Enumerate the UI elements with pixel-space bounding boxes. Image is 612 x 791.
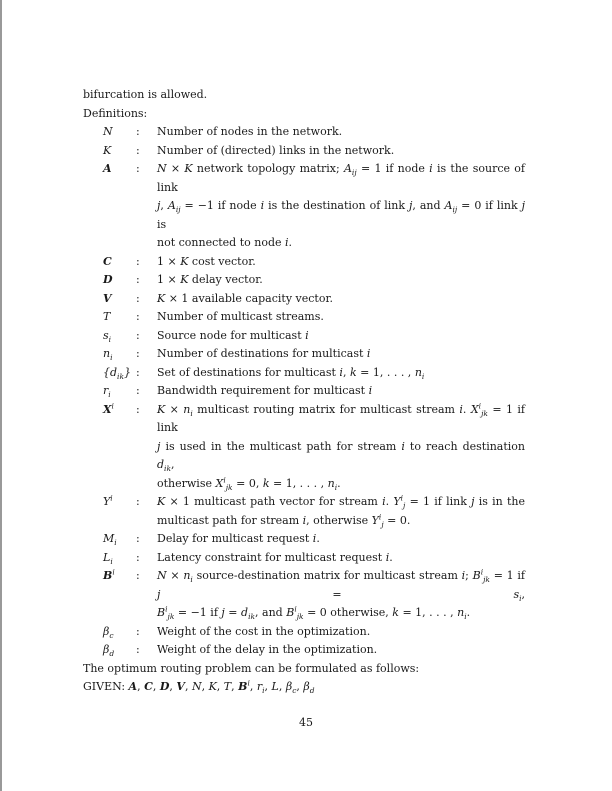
definition-colon: : bbox=[136, 254, 140, 268]
definition-item bbox=[103, 327, 525, 346]
definition-line: not connected to node i. bbox=[157, 236, 293, 249]
definition-colon: : bbox=[136, 402, 140, 416]
definition-colon: : bbox=[136, 291, 140, 305]
definition-symbol: $s_i$ bbox=[103, 328, 112, 344]
definition-description bbox=[157, 271, 525, 290]
definition-symbol: A bbox=[103, 162, 112, 175]
definition-description bbox=[157, 623, 525, 642]
definition-description bbox=[157, 401, 525, 494]
definition-colon: : bbox=[136, 125, 140, 138]
definition-line: Number of destinations for multicast i bbox=[157, 347, 371, 360]
definition-colon: : bbox=[136, 143, 140, 157]
definition-item bbox=[103, 549, 525, 568]
definition-line: Weight of the cost in the optimization. bbox=[157, 624, 371, 638]
definition-symbol: T bbox=[103, 310, 111, 323]
definitions-list bbox=[103, 123, 525, 660]
definition-description bbox=[157, 160, 525, 253]
definition-colon: : bbox=[136, 273, 140, 286]
definition-symbol: $M_i$ bbox=[103, 532, 117, 548]
definition-line: Bandwidth requirement for multicast i bbox=[157, 384, 373, 397]
definition-item bbox=[103, 271, 525, 290]
definition-item bbox=[103, 160, 525, 253]
given-line: GIVEN: A, C, D, V, N, K, T, $B^i$, $r_i$, L, $\beta_c$, $\beta_d$ bbox=[83, 678, 315, 696]
definition-symbol: $B^i$ bbox=[103, 567, 115, 582]
definition-item bbox=[103, 623, 525, 642]
definition-item bbox=[103, 123, 525, 142]
definition-description bbox=[157, 253, 525, 272]
page-number: 45 bbox=[299, 716, 313, 729]
definition-description bbox=[157, 567, 525, 623]
definition-line: j, $A_{ij} = -1$ if node i is the destination of link j, and $A_{ij} = 0$ if link j is bbox=[157, 199, 525, 231]
definition-line: otherwise $X^i_{jk} = 0$, k = 1, . . . , $n_i$. bbox=[157, 474, 341, 492]
definition-colon: : bbox=[136, 384, 140, 397]
definition-colon: : bbox=[136, 310, 140, 323]
definition-description bbox=[157, 530, 525, 549]
definition-item bbox=[103, 308, 525, 327]
definition-line: j is used in the multicast path for stream i to reach destination $d_{ik}$, bbox=[157, 439, 526, 474]
definition-line: 1 × K delay vector. bbox=[157, 273, 263, 286]
definition-line: K × 1 multicast path vector for stream i. $Y^i_j = 1$ if link j is in the bbox=[157, 493, 525, 511]
definition-line: Delay for multicast request i. bbox=[157, 532, 320, 545]
definition-line: multicast path for stream i, otherwise $Y^i_j = 0$. bbox=[157, 511, 411, 529]
definition-colon: : bbox=[136, 532, 140, 545]
definition-symbol: K bbox=[103, 143, 112, 157]
definition-symbol: $Y^i$ bbox=[103, 493, 113, 508]
definition-colon: : bbox=[136, 365, 140, 379]
definitions-heading: Definitions: bbox=[83, 106, 148, 120]
definition-item bbox=[103, 641, 525, 660]
definition-line: Set of destinations for multicast i, k = 1, . . . , $n_i$ bbox=[157, 365, 425, 381]
definition-symbol: V bbox=[103, 291, 112, 305]
definition-colon: : bbox=[136, 569, 140, 582]
definition-item bbox=[103, 493, 525, 530]
definition-symbol: $r_i$ bbox=[103, 384, 111, 400]
definition-item bbox=[103, 142, 525, 161]
definition-line: $B^i_{jk} = -1$ if $j = d_{ik}$, and $B^i_{jk} = 0$ otherwise, k = 1, . . . , $n_i$. bbox=[157, 604, 471, 622]
definition-description bbox=[157, 123, 525, 142]
definition-description bbox=[157, 549, 525, 568]
definition-symbol: N bbox=[103, 125, 113, 138]
definition-colon: : bbox=[136, 495, 140, 508]
definition-item bbox=[103, 401, 525, 494]
definition-symbol: $\{d_{ik}\}$ bbox=[103, 365, 131, 381]
definition-item bbox=[103, 345, 525, 364]
definition-item bbox=[103, 253, 525, 272]
definition-colon: : bbox=[136, 347, 140, 360]
definition-line: Number of nodes in the network. bbox=[157, 125, 343, 138]
definition-description bbox=[157, 290, 525, 309]
definition-description bbox=[157, 641, 525, 660]
definition-symbol: C bbox=[103, 254, 112, 268]
definition-symbol: $L_i$ bbox=[103, 550, 113, 566]
intro-text: bifurcation is allowed. bbox=[83, 88, 208, 101]
definition-description bbox=[157, 327, 525, 346]
definition-item bbox=[103, 382, 525, 401]
document-body bbox=[83, 86, 525, 697]
definition-line: Number of multicast streams. bbox=[157, 310, 324, 323]
definition-item bbox=[103, 530, 525, 549]
definition-description bbox=[157, 345, 525, 364]
definition-description bbox=[157, 493, 525, 530]
definition-colon: : bbox=[136, 550, 140, 564]
definition-description bbox=[157, 308, 525, 327]
definition-item bbox=[103, 364, 525, 383]
definition-colon: : bbox=[136, 328, 140, 342]
definition-description bbox=[157, 142, 525, 161]
definition-line: $K \times n_i$ multicast routing matrix for multicast stream i. $X^i_{jk} = 1$ if link bbox=[157, 400, 525, 434]
page-edge bbox=[0, 0, 2, 791]
definition-symbol: $n_i$ bbox=[103, 347, 113, 363]
definition-symbol: $\beta_c$ bbox=[103, 624, 114, 640]
definition-colon: : bbox=[136, 162, 140, 175]
definition-line: 1 × K cost vector. bbox=[157, 254, 256, 268]
definition-colon: : bbox=[136, 624, 140, 638]
definition-line: Number of (directed) links in the network. bbox=[157, 143, 395, 157]
definition-line: N × K network topology matrix; $A_{ij} = 1$ if node i is the source of link bbox=[157, 162, 525, 194]
definition-line: K × 1 available capacity vector. bbox=[157, 291, 334, 305]
definition-line: Latency constraint for multicast request i. bbox=[157, 550, 393, 564]
definition-line: $N \times n_i$ source-destination matrix for multicast stream i; $B^i_{jk} = 1$ if $j = s_i$, bbox=[157, 567, 525, 603]
definition-item bbox=[103, 290, 525, 309]
definition-colon: : bbox=[136, 643, 140, 656]
definition-description bbox=[157, 382, 525, 401]
formulation-text: The optimum routing problem can be formulated as follows: bbox=[83, 661, 420, 675]
definition-symbol: $\beta_d$ bbox=[103, 643, 115, 659]
definition-symbol: $X^i$ bbox=[103, 400, 114, 416]
definition-description bbox=[157, 364, 525, 383]
definition-line: Source node for multicast i bbox=[157, 328, 309, 342]
definition-item bbox=[103, 567, 525, 623]
definition-line: Weight of the delay in the optimization. bbox=[157, 643, 378, 656]
definition-symbol: D bbox=[103, 273, 113, 286]
